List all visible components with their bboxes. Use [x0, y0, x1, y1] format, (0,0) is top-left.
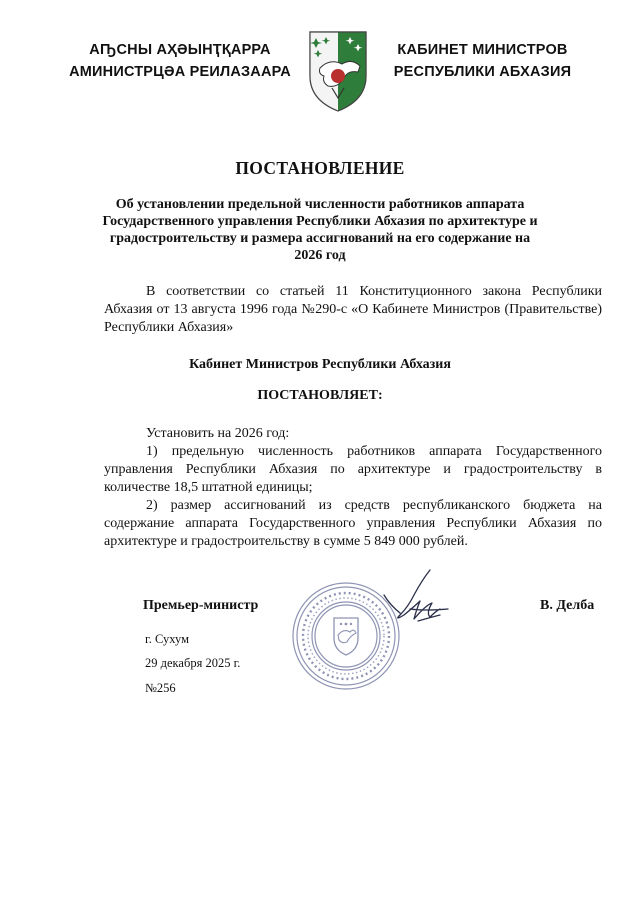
- preamble: В соответствии со статьей 11 Конституционного закона Республики Абхазия от 13 августа 1996 года №290-с «О Кабинете Министров (Правительстве) Республики Абхазия»: [104, 284, 602, 335]
- document-number: №256: [145, 681, 176, 695]
- resolution-intro: Установить на 2026 год:: [146, 426, 290, 441]
- signatory-title: Премьер-министр: [143, 598, 259, 613]
- resolution-item-1: 1) предельную численность работников аппарата Государственного управления Республики Абхазия по архитектуре и градостроительству в количестве 18,5 штатной единицы;: [104, 444, 602, 495]
- issue-place: г. Сухум: [145, 632, 190, 646]
- issuer-line: Кабинет Министров Республики Абхазия: [189, 357, 451, 372]
- header-left-line1: АҦСНЫ АҲӘЫНҬҚАРРА: [89, 42, 271, 58]
- header-right-russian: [375, 39, 590, 83]
- handwritten-signature-icon: [370, 565, 465, 630]
- state-emblem-icon: [304, 28, 372, 114]
- header-left-line2: АМИНИСТРЦӘА РЕИЛАЗААРА: [69, 64, 291, 80]
- document-subject: Об установлении предельной численности работников аппарата Государственного управления Республики Абхазия по архитектуре и градостроительству и размера ассигнований на его содержание на 2026 год: [102, 197, 538, 263]
- document-type-title: ПОСТАНОВЛЕНИЕ: [235, 158, 405, 178]
- resolution-item-2: 2) размер ассигнований из средств республиканского бюджета на содержание аппарата Государственного управления Республики Абхазия по архитектуре и градостроительству в сумме 5 849 000 рублей.: [104, 498, 602, 549]
- resolution-body: [104, 425, 602, 551]
- signatory-name: В. Делба: [540, 598, 595, 613]
- header-left-abkhaz: [60, 39, 300, 83]
- decree-word: ПОСТАНОВЛЯЕТ:: [257, 388, 383, 403]
- header-right-line2: РЕСПУБЛИКИ АБХАЗИЯ: [393, 64, 572, 80]
- issue-date: 29 декабря 2025 г.: [145, 656, 241, 670]
- header-right-line1: КАБИНЕТ МИНИСТРОВ: [397, 42, 568, 58]
